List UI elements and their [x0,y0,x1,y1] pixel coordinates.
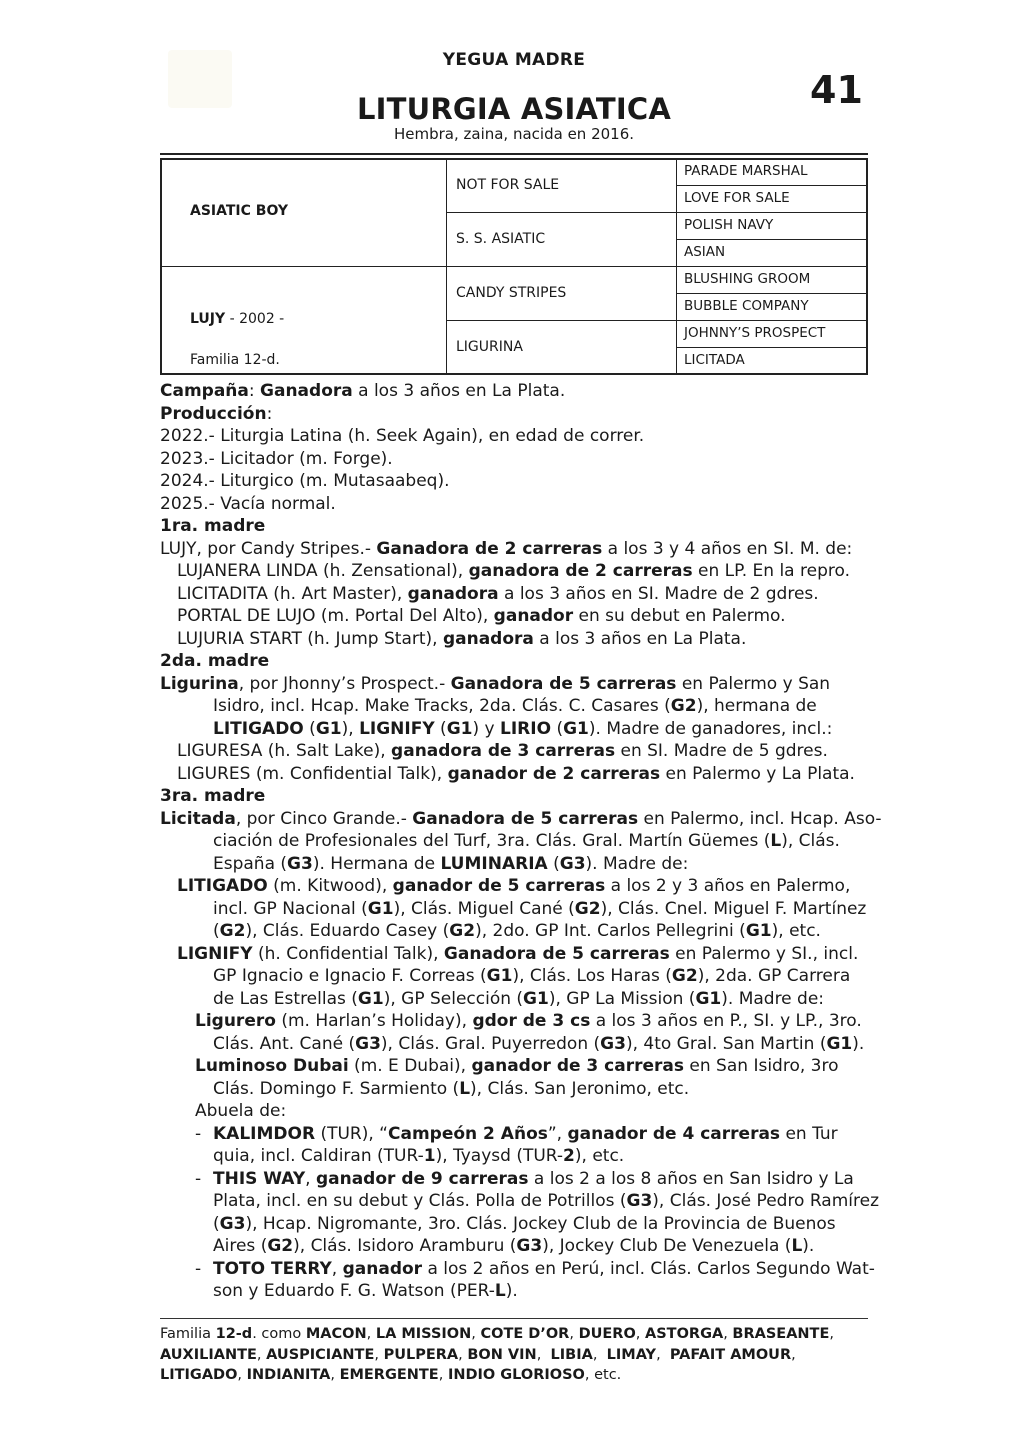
catalog-body [160,380,882,1303]
second-dam-heading: 2da. madre [160,651,270,671]
grand-offspring-entry: Ligurero (m. Harlan’s Holiday), gdor de 3 cs a los 3 años en P., SI. y LP., 3ro. [195,1011,862,1031]
great-grandparent: BUBBLE COMPANY [684,298,809,314]
great-grandparent: POLISH NAVY [684,217,774,233]
great-grandparent: JOHNNY’S PROSPECT [684,325,826,341]
great-grandparent: PARADE MARSHAL [684,163,808,179]
dam-name: LUJY [190,311,226,327]
offspring-entry: incl. GP Nacional (G1), Clás. Miguel Cané (G2), Clás. Cnel. Miguel F. Martínez [213,898,867,919]
dam-year: - 2002 - [225,311,285,327]
great-grandparent: LICITADA [684,352,745,368]
pedigree-top-rule [160,153,868,155]
grand-offspring-entry: Clás. Ant. Cané (G3), Clás. Gral. Puyerredon (G3), 4to Gral. San Martin (G1). [213,1033,865,1054]
horse-description: Hembra, zaina, nacida en 2016. [393,125,635,143]
pedigree-divider [162,266,866,267]
offspring-entry: LIGNIFY (h. Confidential Talk), Ganadora de 5 carreras en Palermo y SI., incl. [177,943,859,964]
pedigree-divider [446,212,866,213]
great-grandparent: BLUSHING GROOM [684,271,811,287]
offspring-entry: (G2), Clás. Eduardo Casey (G2), 2do. GP Int. Carlos Pellegrini (G1), etc. [213,921,821,941]
dam-entry [190,311,284,327]
dam-dam: LIGURINA [456,339,523,355]
grandchild-entry: - THIS WAY, ganador de 9 carreras a los 2 a los 8 años en San Isidro y La Plata, incl. en su debut y Clás. Polla de Potrillos (G3), Clás. José Pedro Ramírez (G3), Hcap. Nigromante, 3ro. Clás. Jockey Club de la Provincia de Buenos Aires (G2), Clás. Isidoro Aramburu (G3), Jockey Club De Venezuela (L). [195,1168,879,1256]
grand-offspring-entry: Clás. Domingo F. Sarmiento (L), Clás. San Jeronimo, etc. [213,1078,690,1099]
offspring-entry: de Las Estrellas (G1), GP Selección (G1), GP La Mission (G1). Madre de: [213,988,825,1009]
pedigree-divider [446,320,866,321]
production-item: 2025.- Vacía normal. [160,493,336,514]
pedigree-table [160,158,868,375]
pedigree-divider [676,293,866,294]
family-label: Familia 12-d. [190,352,280,368]
production-item: 2022.- Liturgia Latina (h. Seek Again), en edad de correr. [160,426,645,446]
offspring-entry: LITIGADO (m. Kitwood), ganador de 5 carreras a los 2 y 3 años en Palermo, [177,876,851,896]
third-dam-heading: 3ra. madre [160,786,266,806]
great-grandparent: LOVE FOR SALE [684,190,790,206]
sire-name: ASIATIC BOY [190,203,288,219]
campaign-line: Campaña: Ganadora a los 3 años en La Plata. [160,381,566,401]
pedigree-divider [676,239,866,240]
second-dam-line: LITIGADO (G1), LIGNIFY (G1) y LIRIO (G1). Madre de ganadores, incl.: [213,718,833,739]
third-dam-line: España (G3). Hermana de LUMINARIA (G3). Madre de: [213,853,689,874]
production-item: 2023.- Licitador (m. Forge). [160,448,393,469]
first-dam-heading: 1ra. madre [160,516,266,536]
offspring-entry: GP Ignacio e Ignacio F. Correas (G1), Clás. Los Haras (G2), 2da. GP Carrera [213,966,851,986]
third-dam-line: ciación de Profesionales del Turf, 3ra. Clás. Gral. Martín Güemes (L), Clás. [213,831,840,851]
sire-dam: S. S. ASIATIC [456,231,546,247]
sire-sire: NOT FOR SALE [456,177,560,193]
grandchild-entry: - KALIMDOR (TUR), “Campeón 2 Años”, ganador de 4 carreras en Tur quia, incl. Caldiran (TUR-1), Tyaysd (TUR-2), etc. [195,1123,838,1166]
horse-name: LITURGIA ASIATICA [356,92,672,126]
offspring-entry: LICITADITA (h. Art Master), ganadora a los 3 años en SI. Madre de 2 gdres. [177,583,819,604]
section-label: YEGUA MADRE [442,50,586,70]
pedigree-divider [676,185,866,186]
offspring-entry: PORTAL DE LUJO (m. Portal Del Alto), ganador en su debut en Palermo. [177,606,786,626]
third-dam-line: Licitada, por Cinco Grande.- Ganadora de 5 carreras en Palermo, incl. Hcap. Aso- [160,808,882,829]
grand-offspring-entry: Luminoso Dubai (m. E Dubai), ganador de 3 carreras en San Isidro, 3ro [195,1056,839,1076]
great-grandparent: ASIAN [684,244,726,260]
second-dam-line: Isidro, incl. Hcap. Make Tracks, 2da. Clás. C. Casares (G2), hermana de [213,696,817,716]
footer-rule [160,1318,868,1319]
second-dam-line: Ligurina, por Jhonny’s Prospect.- Ganadora de 5 carreras en Palermo y San [160,673,831,694]
production-item: 2024.- Liturgico (m. Mutasaabeq). [160,471,450,491]
offspring-entry: LIGURESA (h. Salt Lake), ganadora de 3 carreras en SI. Madre de 5 gdres. [177,741,828,761]
pedigree-divider [676,347,866,348]
offspring-entry: LUJANERA LINDA (h. Zensational), ganadora de 2 carreras en LP. En la repro. [177,561,850,581]
production-heading: Producción: [160,403,273,424]
offspring-entry: LUJURIA START (h. Jump Start), ganadora a los 3 años en La Plata. [177,628,747,649]
offspring-entry: LIGURES (m. Confidential Talk), ganador de 2 carreras en Palermo y La Plata. [177,763,855,784]
lot-number: 41 [810,68,863,112]
grandchild-entry: - TOTO TERRY, ganador a los 2 años en Perú, incl. Clás. Carlos Segundo Wat- son y Eduardo F. G. Watson (PER-L). [195,1258,875,1301]
dam-sire: CANDY STRIPES [456,285,567,301]
first-dam-line: LUJY, por Candy Stripes.- Ganadora de 2 carreras a los 3 y 4 años en SI. M. de: [160,538,853,559]
family-footer: Familia 12-d. como MACON, LA MISSION, COTE D’OR, DUERO, ASTORGA, BRASEANTE, AUXILIANTE, AUSPICIANTE, PULPERA, BON VIN, LIBIA, LIMAY, PAFAIT AMOUR, LITIGADO, INDIANITA, EMERGENTE, INDIO GLORIOSO, etc. [160,1326,834,1383]
grandmother-label: Abuela de: [195,1101,287,1121]
